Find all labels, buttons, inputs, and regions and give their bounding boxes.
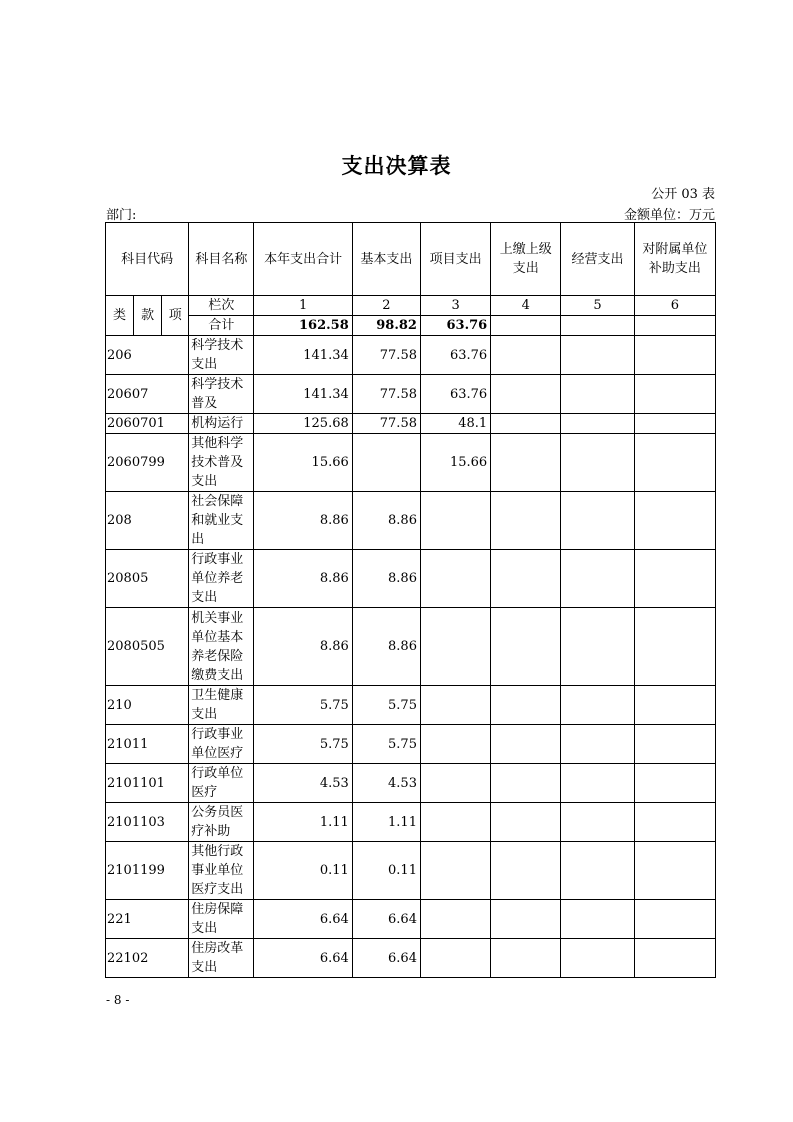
total-amount: 8.86 xyxy=(254,608,352,686)
table-row xyxy=(106,414,716,434)
project-amount xyxy=(420,550,490,608)
header-lanci: 栏次 xyxy=(189,296,254,316)
subject-name: 机构运行 xyxy=(189,414,254,434)
header-subsidy-line1: 对附属单位 xyxy=(642,242,708,257)
total-amount: 125.68 xyxy=(254,414,352,434)
table-row xyxy=(106,492,716,550)
total-amount: 5.75 xyxy=(254,725,352,764)
subject-name: 住房改革支出 xyxy=(189,939,254,978)
project-amount xyxy=(420,686,490,725)
subject-code: 208 xyxy=(106,492,189,550)
total-label: 合计 xyxy=(189,316,254,336)
project-amount xyxy=(420,900,490,939)
table-row xyxy=(106,764,716,803)
subsidy-amount xyxy=(634,336,715,375)
project-amount xyxy=(420,608,490,686)
total-amount: 4.53 xyxy=(254,764,352,803)
table-row xyxy=(106,550,716,608)
header-name: 科目名称 xyxy=(189,223,254,296)
table-row xyxy=(106,900,716,939)
total-amount: 15.66 xyxy=(254,434,352,492)
subsidy-amount xyxy=(634,686,715,725)
subject-code: 2060799 xyxy=(106,434,189,492)
subsidy-amount xyxy=(634,842,715,900)
header-business: 经营支出 xyxy=(561,223,634,296)
table-row xyxy=(106,434,716,492)
header-project: 项目支出 xyxy=(420,223,490,296)
subject-name: 行政单位医疗 xyxy=(189,764,254,803)
subject-name: 社会保障和就业支出 xyxy=(189,492,254,550)
total-remit xyxy=(491,316,561,336)
project-amount: 15.66 xyxy=(420,434,490,492)
subsidy-amount xyxy=(634,434,715,492)
subsidy-amount xyxy=(634,803,715,842)
header-remit-line1: 上缴上级 xyxy=(499,242,552,257)
header-basic: 基本支出 xyxy=(352,223,420,296)
page-title: 支出决算表 xyxy=(341,153,452,178)
total-basic: 98.82 xyxy=(352,316,420,336)
subsidy-amount xyxy=(634,550,715,608)
basic-amount: 8.86 xyxy=(352,550,420,608)
total-business xyxy=(561,316,634,336)
basic-amount: 8.86 xyxy=(352,492,420,550)
subsidy-amount xyxy=(634,900,715,939)
subject-name: 其他科学技术普及支出 xyxy=(189,434,254,492)
total-project: 63.76 xyxy=(420,316,490,336)
remit-amount xyxy=(491,725,561,764)
header-code: 科目代码 xyxy=(106,223,189,296)
total-amount: 6.64 xyxy=(254,900,352,939)
total-amount: 6.64 xyxy=(254,939,352,978)
col-index-2: 2 xyxy=(352,296,420,316)
total-amount: 8.86 xyxy=(254,550,352,608)
total-sum: 162.58 xyxy=(254,316,352,336)
business-amount xyxy=(561,336,634,375)
subject-code: 210 xyxy=(106,686,189,725)
column-index-row xyxy=(106,296,716,316)
table-row xyxy=(106,608,716,686)
subsidy-amount xyxy=(634,414,715,434)
table-row xyxy=(106,842,716,900)
col-index-3: 3 xyxy=(420,296,490,316)
remit-amount xyxy=(491,375,561,414)
total-subsidy xyxy=(634,316,715,336)
subject-code: 21011 xyxy=(106,725,189,764)
total-row xyxy=(106,316,716,336)
remit-amount xyxy=(491,414,561,434)
business-amount xyxy=(561,803,634,842)
subject-name: 行政事业单位养老支出 xyxy=(189,550,254,608)
basic-amount: 77.58 xyxy=(352,375,420,414)
basic-amount: 1.11 xyxy=(352,803,420,842)
basic-amount: 0.11 xyxy=(352,842,420,900)
table-row xyxy=(106,336,716,375)
subject-name: 科学技术支出 xyxy=(189,336,254,375)
subsidy-amount xyxy=(634,939,715,978)
amount-unit-label: 金额单位：万元 xyxy=(623,208,715,223)
subsidy-amount xyxy=(634,375,715,414)
subject-name: 科学技术普及 xyxy=(189,375,254,414)
subsidy-amount xyxy=(634,764,715,803)
header-row xyxy=(106,223,716,296)
remit-amount xyxy=(491,550,561,608)
total-amount: 141.34 xyxy=(254,375,352,414)
remit-amount xyxy=(491,803,561,842)
basic-amount: 8.86 xyxy=(352,608,420,686)
basic-amount: 77.58 xyxy=(352,336,420,375)
subject-code: 2101199 xyxy=(106,842,189,900)
subject-code: 22102 xyxy=(106,939,189,978)
basic-amount: 4.53 xyxy=(352,764,420,803)
project-amount xyxy=(420,725,490,764)
project-amount: 48.1 xyxy=(420,414,490,434)
header-total: 本年支出合计 xyxy=(254,223,352,296)
business-amount xyxy=(561,375,634,414)
table-row xyxy=(106,725,716,764)
project-amount: 63.76 xyxy=(420,336,490,375)
col-index-1: 1 xyxy=(254,296,352,316)
project-amount xyxy=(420,764,490,803)
subject-name: 其他行政事业单位医疗支出 xyxy=(189,842,254,900)
remit-amount xyxy=(491,608,561,686)
business-amount xyxy=(561,414,634,434)
header-subsidy xyxy=(634,223,715,296)
header-lei: 类 xyxy=(106,296,134,336)
header-remit xyxy=(491,223,561,296)
subject-code: 20607 xyxy=(106,375,189,414)
remit-amount xyxy=(491,434,561,492)
total-amount: 8.86 xyxy=(254,492,352,550)
header-remit-line2: 支出 xyxy=(512,261,539,276)
subject-code: 206 xyxy=(106,336,189,375)
department-label: 部门: xyxy=(106,208,137,223)
basic-amount xyxy=(352,434,420,492)
subject-code: 2101101 xyxy=(106,764,189,803)
remit-amount xyxy=(491,900,561,939)
business-amount xyxy=(561,764,634,803)
remit-amount xyxy=(491,686,561,725)
business-amount xyxy=(561,725,634,764)
subsidy-amount xyxy=(634,725,715,764)
subject-name: 卫生健康支出 xyxy=(189,686,254,725)
subject-name: 住房保障支出 xyxy=(189,900,254,939)
project-amount: 63.76 xyxy=(420,375,490,414)
subject-code: 2080505 xyxy=(106,608,189,686)
project-amount xyxy=(420,939,490,978)
header-kuan: 款 xyxy=(134,296,162,336)
total-amount: 1.11 xyxy=(254,803,352,842)
business-amount xyxy=(561,842,634,900)
total-amount: 0.11 xyxy=(254,842,352,900)
col-index-4: 4 xyxy=(491,296,561,316)
basic-amount: 6.64 xyxy=(352,939,420,978)
table-row xyxy=(106,375,716,414)
col-index-6: 6 xyxy=(634,296,715,316)
basic-amount: 5.75 xyxy=(352,725,420,764)
total-amount: 5.75 xyxy=(254,686,352,725)
business-amount xyxy=(561,686,634,725)
subject-code: 20805 xyxy=(106,550,189,608)
business-amount xyxy=(561,900,634,939)
subsidy-amount xyxy=(634,608,715,686)
project-amount xyxy=(420,492,490,550)
subject-code: 221 xyxy=(106,900,189,939)
table-row xyxy=(106,939,716,978)
remit-amount xyxy=(491,842,561,900)
header-subsidy-line2: 补助支出 xyxy=(648,261,701,276)
header-xiang: 项 xyxy=(162,296,189,336)
col-index-5: 5 xyxy=(561,296,634,316)
total-amount: 141.34 xyxy=(254,336,352,375)
business-amount xyxy=(561,608,634,686)
basic-amount: 77.58 xyxy=(352,414,420,434)
page-number: - 8 - xyxy=(106,993,130,1007)
remit-amount xyxy=(491,764,561,803)
expenditure-table xyxy=(105,222,716,978)
subject-name: 公务员医疗补助 xyxy=(189,803,254,842)
basic-amount: 5.75 xyxy=(352,686,420,725)
basic-amount: 6.64 xyxy=(352,900,420,939)
business-amount xyxy=(561,434,634,492)
project-amount xyxy=(420,803,490,842)
business-amount xyxy=(561,492,634,550)
business-amount xyxy=(561,550,634,608)
remit-amount xyxy=(491,492,561,550)
table-row xyxy=(106,686,716,725)
subject-name: 机关事业单位基本养老保险缴费支出 xyxy=(189,608,254,686)
remit-amount xyxy=(491,336,561,375)
subject-name: 行政事业单位医疗 xyxy=(189,725,254,764)
subsidy-amount xyxy=(634,492,715,550)
subject-code: 2101103 xyxy=(106,803,189,842)
table-row xyxy=(106,803,716,842)
subject-code: 2060701 xyxy=(106,414,189,434)
business-amount xyxy=(561,939,634,978)
remit-amount xyxy=(491,939,561,978)
form-number: 公开 03 表 xyxy=(651,187,715,202)
project-amount xyxy=(420,842,490,900)
